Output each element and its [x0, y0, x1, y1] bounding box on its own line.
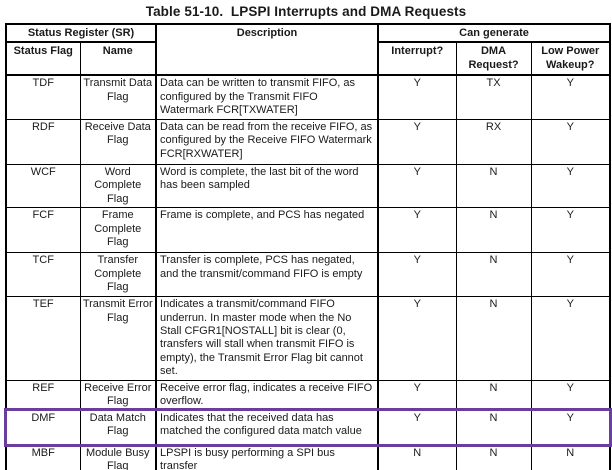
name-cell: Transmit Error Flag	[80, 297, 156, 380]
header-dma-request: DMA Request?	[456, 42, 531, 75]
header-low-power-wakeup: Low Power Wakeup?	[531, 42, 610, 75]
table-row-fcf	[6, 208, 610, 253]
name-cell: Receive Data Flag	[80, 119, 156, 164]
description-cell: LPSPI is busy performing a SPI bus transfer	[156, 445, 378, 470]
table-row-dmf-highlighted	[6, 410, 610, 445]
name-cell: Receive Error Flag	[80, 380, 156, 410]
dma-cell: N	[456, 164, 531, 207]
table-row-rdf	[6, 119, 610, 164]
status-flag-cell: TEF	[6, 297, 80, 380]
description-cell: Transfer is complete, PCS has negated, and the transmit/command FIFO is empty	[156, 253, 378, 297]
status-flag-cell: MBF	[6, 445, 80, 470]
interrupt-cell: Y	[378, 119, 456, 164]
description-cell: Word is complete, the last bit of the word has been sampled	[156, 164, 378, 207]
wakeup-cell: Y	[531, 253, 610, 297]
header-status-flag: Status Flag	[6, 42, 80, 75]
wakeup-cell: Y	[531, 208, 610, 253]
table-row-ref	[6, 380, 610, 410]
interrupt-cell: N	[378, 445, 456, 470]
description-cell: Indicates a transmit/command FIFO underrun. In master mode when the No Stall CFGR1[NOSTALL] bit is clear (0, transfers will stall when transmit FIFO is empty), the Transmit Error Flag bit cannot set.	[156, 297, 378, 380]
dma-cell: TX	[456, 75, 531, 119]
wakeup-cell: Y	[531, 164, 610, 207]
dma-cell: N	[456, 208, 531, 253]
table-row-mbf	[6, 445, 610, 470]
table-title: Table 51-10. LPSPI Interrupts and DMA Requests	[145, 4, 467, 19]
dma-cell: RX	[456, 119, 531, 164]
description-cell: Frame is complete, and PCS has negated	[156, 208, 378, 253]
interrupt-cell: Y	[378, 208, 456, 253]
status-flag-cell: REF	[6, 380, 80, 410]
table-body	[6, 75, 610, 470]
dma-cell: N	[456, 380, 531, 410]
status-flag-cell: TCF	[6, 253, 80, 297]
wakeup-cell: Y	[531, 410, 610, 445]
lpspi-interrupts-table	[5, 23, 611, 470]
table-row-tcf	[6, 253, 610, 297]
dma-cell: N	[456, 410, 531, 445]
interrupt-cell: Y	[378, 410, 456, 445]
name-cell: Module Busy Flag	[80, 445, 156, 470]
wakeup-cell: Y	[531, 75, 610, 119]
description-cell: Data can be written to transmit FIFO, as configured by the Transmit FIFO Watermark FCR[TXWATER]	[156, 75, 378, 119]
interrupt-cell: Y	[378, 380, 456, 410]
dma-cell: N	[456, 253, 531, 297]
status-flag-cell: WCF	[6, 164, 80, 207]
name-cell: Frame Complete Flag	[80, 208, 156, 253]
header-interrupt: Interrupt?	[378, 42, 456, 75]
table-header	[6, 24, 610, 75]
description-cell: Data can be read from the receive FIFO, as configured by the Receive FIFO Watermark FCR[RXWATER]	[156, 119, 378, 164]
status-flag-cell: TDF	[6, 75, 80, 119]
description-cell: Receive error flag, indicates a receive FIFO overflow.	[156, 380, 378, 410]
wakeup-cell: Y	[531, 380, 610, 410]
status-flag-cell: FCF	[6, 208, 80, 253]
wakeup-cell: Y	[531, 297, 610, 380]
header-can-generate-group: Can generate	[378, 24, 610, 42]
interrupt-cell: Y	[378, 164, 456, 207]
header-name: Name	[80, 42, 156, 75]
status-flag-cell: RDF	[6, 119, 80, 164]
table-row-tdf	[6, 75, 610, 119]
name-cell: Word Complete Flag	[80, 164, 156, 207]
dma-cell: N	[456, 297, 531, 380]
dma-cell: N	[456, 445, 531, 470]
name-cell: Data Match Flag	[80, 410, 156, 445]
interrupt-cell: Y	[378, 297, 456, 380]
interrupt-cell: Y	[378, 253, 456, 297]
name-cell: Transfer Complete Flag	[80, 253, 156, 297]
table-row-wcf	[6, 164, 610, 207]
table-row-tef	[6, 297, 610, 380]
wakeup-cell: Y	[531, 119, 610, 164]
name-cell: Transmit Data Flag	[80, 75, 156, 119]
header-status-register-group: Status Register (SR)	[6, 24, 156, 42]
interrupt-cell: Y	[378, 75, 456, 119]
header-description: Description	[156, 24, 378, 75]
status-flag-cell: DMF	[6, 410, 80, 445]
description-cell: Indicates that the received data has matched the configured data match value	[156, 410, 378, 445]
wakeup-cell: N	[531, 445, 610, 470]
